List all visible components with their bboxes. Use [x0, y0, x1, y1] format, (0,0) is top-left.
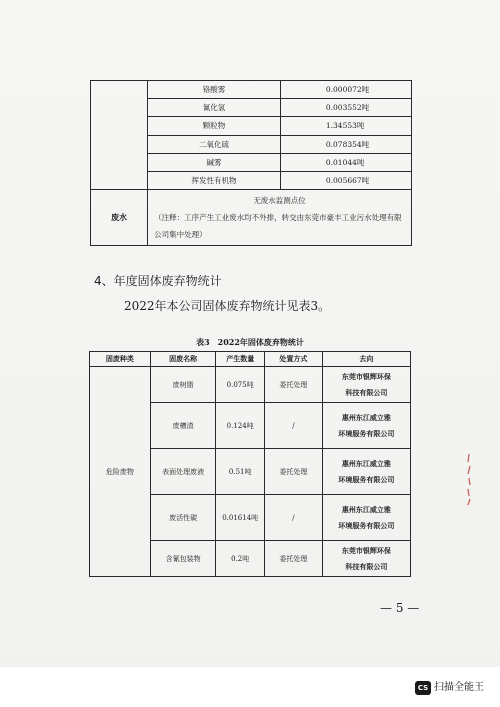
- pollutant-value: 0.078354吨: [280, 135, 411, 153]
- waste-name: 废活性碳: [150, 495, 216, 541]
- waste-destination: 东莞市银辉环保 科技有限公司: [322, 541, 410, 577]
- waste-name: 含氰包装物: [150, 541, 216, 577]
- emissions-table: [90, 80, 412, 246]
- wastewater-line1: 无废水监测点位: [253, 196, 306, 206]
- waste-method: /: [264, 403, 322, 449]
- wastewater-line2: （注释：工序产生工业废水均不外排，转交由东莞市豪丰工业污水处理有限公司集中处理）: [154, 213, 402, 240]
- section-paragraph: 2022年本公司固体废弃物统计见表3。: [124, 299, 331, 313]
- pollutant-value: 0.01044吨: [280, 153, 411, 171]
- waste-method: 委托处理: [264, 367, 322, 403]
- pollutant-name: 氰化氢: [148, 99, 281, 117]
- pollutant-value: 0.000072吨: [280, 81, 411, 99]
- waste-method: 委托处理: [264, 449, 322, 495]
- scanner-brand: 扫描全能王: [434, 682, 484, 693]
- pollutant-name: 铬酸雾: [148, 81, 281, 99]
- waste-name: 表面处理废液: [150, 449, 216, 495]
- pollutant-name: 挥发性有机物: [148, 171, 281, 189]
- wastewater-note: [148, 190, 412, 246]
- table-row: [91, 81, 412, 99]
- waste-method: 委托处理: [264, 541, 322, 577]
- waste-method: /: [264, 495, 322, 541]
- pollutant-value: 1.34553吨: [280, 117, 411, 135]
- waste-amount: 0.51吨: [216, 449, 265, 495]
- header-destination: 去向: [322, 352, 410, 367]
- waste-destination: 惠州东江威立雅 环境服务有限公司: [322, 495, 410, 541]
- header-category: 固废种类: [90, 352, 151, 367]
- waste-amount: 0.01614吨: [216, 495, 265, 541]
- waste-amount: 0.075吨: [216, 367, 265, 403]
- scanner-logo-icon: CS: [415, 681, 431, 695]
- waste-destination: 惠州东江威立雅 环境服务有限公司: [322, 449, 410, 495]
- pollutant-name: 碱雾: [148, 153, 281, 171]
- table-row-wastewater: [91, 190, 412, 246]
- pollutant-value: 0.005667吨: [280, 171, 411, 189]
- pollutant-value: 0.003552吨: [280, 99, 411, 117]
- page-number: — 5 —: [380, 601, 420, 615]
- waste-category: 危险废物: [90, 367, 151, 577]
- category-cell-empty: [91, 81, 148, 190]
- wastewater-label: 废水: [91, 190, 148, 246]
- header-amount: 产生数量: [216, 352, 265, 367]
- header-name: 固废名称: [150, 352, 216, 367]
- pollutant-name: 二氧化硫: [148, 135, 281, 153]
- waste-amount: 0.2吨: [216, 541, 265, 577]
- header-method: 处置方式: [264, 352, 322, 367]
- pollutant-name: 颗粒物: [148, 117, 281, 135]
- waste-destination: 东莞市银辉环保 科技有限公司: [322, 367, 410, 403]
- seal-stamp-fragment: [464, 452, 474, 507]
- waste-destination: 惠州东江威立雅 环境服务有限公司: [322, 403, 410, 449]
- waste-name: 废槽渣: [150, 403, 216, 449]
- table-caption: 表3 2022年固体废弃物统计: [196, 337, 304, 347]
- section-heading: 4、年度固体废弃物统计: [94, 274, 222, 288]
- waste-name: 废树脂: [150, 367, 216, 403]
- solid-waste-table: [89, 351, 411, 577]
- table-header-row: [90, 352, 411, 367]
- waste-amount: 0.124吨: [216, 403, 265, 449]
- table-row: [90, 367, 411, 403]
